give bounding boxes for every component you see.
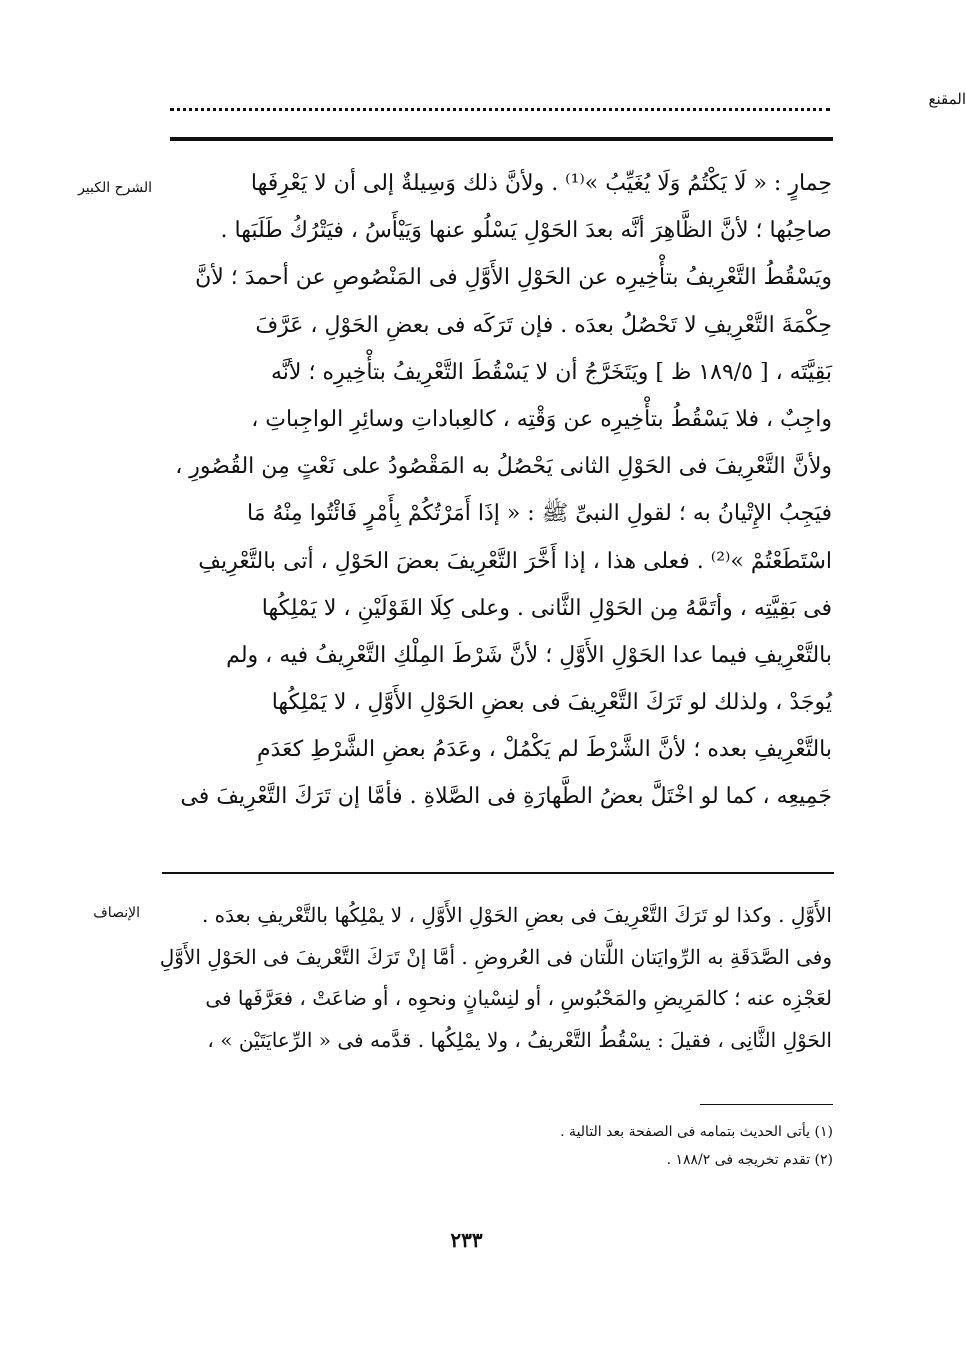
running-header (170, 88, 966, 128)
insaf-line: لعَجْزِه عنه ؛ كالمَرِيضِ والمَحْبُوسِ ، أو لنِسْيانٍ ونحوِه ، أو ضاعَتْ ، فعَرَّفَها فى (205, 986, 832, 1010)
insaf-line: وفى الصَّدَقَةِ به الرِّوايَتان اللَّتان فى العُروضِ . أمَّا إنْ تَرَكَ التَّعْريفَ فى الحَوْلِ الأَوَّلِ (159, 944, 832, 969)
header-book-title: المقنع (928, 90, 966, 108)
insaf-text-block (159, 895, 832, 1061)
page-number: ٢٣٣ (450, 1228, 483, 1252)
sharh-line: يُوجَدْ ، ولذلك لو تَرَكَ التَّعْرِيفَ فى بعضِ الحَوْلِ الأَوَّلِ ، لا يَمْلِكُها (271, 690, 832, 716)
sharh-line: جَمِيعِه ، كما لو اخْتَلَّ بعضُ الطَّهارَةِ فى الصَّلاةِ . فأمَّا إن تَرَكَ التَّعْرِيفَ فى (180, 784, 832, 810)
footnote: (٢) تقدم تخريجه فى ١٨٨/٢ . (666, 1152, 833, 1168)
sharh-line: واجِبٌ ، فلا يَسْقُطُ بتأْخِيرِه عن وَقْتِه ، كالعِباداتِ وسائِرِ الواجِباتِ ، (251, 406, 832, 432)
header-rule (170, 137, 833, 141)
sharh-line: صاحِبُها ؛ لأنَّ الظَّاهِرَ أنَّه بعدَ الحَوْلِ يَسْلُو عنها وَيَيْأَسُ ، فيَتْرُكُ طَلَبَها . (220, 218, 832, 244)
insaf-section-label: الإنصاف (93, 905, 140, 921)
footnotes (400, 1118, 833, 1174)
sharh-line: حِمارٍ : « لَا يَكْتُمُ وَلَا يُغَيِّبُ »⁽¹⁾ . ولأنَّ ذلك وَسِيلةٌ إلى أن لا يَعْرِفَها (250, 171, 832, 196)
sharh-line: ويَسْقُطُ التَّعْرِيفُ بتأْخِيرِه عن الحَوْلِ الأَوَّلِ فى المَنْصُوصِ عن أحمدَ ؛ لأنَّ (195, 265, 832, 291)
sharh-text-block (162, 160, 832, 821)
header-dotted-rule (170, 108, 830, 111)
sharh-line: بالتَّعْرِيفِ بعده ؛ لأنَّ الشَّرْطَ لم يَكْمُلْ ، وعَدَمُ بعضِ الشَّرْطِ كعَدَمِ (256, 737, 832, 763)
sharh-section-label: الشرح الكبير (78, 180, 152, 196)
footnote-rule (700, 1104, 833, 1105)
section-divider-rule (162, 872, 834, 874)
sharh-line: بالتَّعْرِيفِ فيما عدا الحَوْلِ الأَوَّلِ ؛ لأنَّ شَرْطَ المِلْكِ التَّعْرِيفُ فيه ، ولم (226, 642, 832, 668)
sharh-line: فيَجِبُ الإِتْيانُ به ؛ لقولِ النبىِّ ﷺ : « إذَا أَمَرْتُكُمْ بِأَمْرٍ فَائْتُوا مِنْهُ مَا (247, 501, 832, 527)
insaf-line: الحَوْلِ الثَّانِى ، فقيلَ : يسْقُطُ التَّعْريفُ ، ولا يمْلِكُها . قدَّمه فى « الرِّعايَتَيْن » ، (207, 1027, 832, 1052)
sharh-line: فى بَقِيَّتِه ، وأتَمَّهُ مِن الحَوْلِ الثَّانى . وعلى كِلَا القَوْلَيْنِ ، لا يَمْلِكُها (261, 595, 832, 621)
sharh-line: ولأنَّ التَّعْرِيفَ فى الحَوْلِ الثانى يَحْصُلُ به المَقْصُودُ على نَعْتٍ مِن القُصُورِ ، (175, 454, 832, 480)
footnote: (١) يأتى الحديث بتمامه فى الصفحة بعد التالية . (560, 1124, 833, 1140)
sharh-line: اسْتَطَعْتُمْ »⁽²⁾ . فعلى هذا ، إذا أَخَّرَ التَّعْرِيفَ بعضَ الحَوْلِ ، أتى بالتَّعْرِيفِ (198, 548, 832, 574)
insaf-line: الأَوَّلِ . وكذا لو تَرَكَ التَّعْرِيفَ فى بعضِ الحَوْلِ الأَوَّلِ ، لا يمْلِكُها بالتَّعْريفِ بعدَه . (201, 903, 832, 927)
sharh-line: بَقِيَّتَه ، [ ١٨٩/٥ ظ ] ويَتَخَرَّجُ أن لا يَسْقُطَ التَّعْرِيفُ بتأْخِيرِه ؛ لأنَّه (271, 359, 832, 385)
sharh-line: حِكْمَةَ التَّعْرِيفِ لا تَحْصُلُ بعدَه . فإن تَرَكَه فى بعضِ الحَوْلِ ، عَرَّفَ (255, 312, 832, 338)
